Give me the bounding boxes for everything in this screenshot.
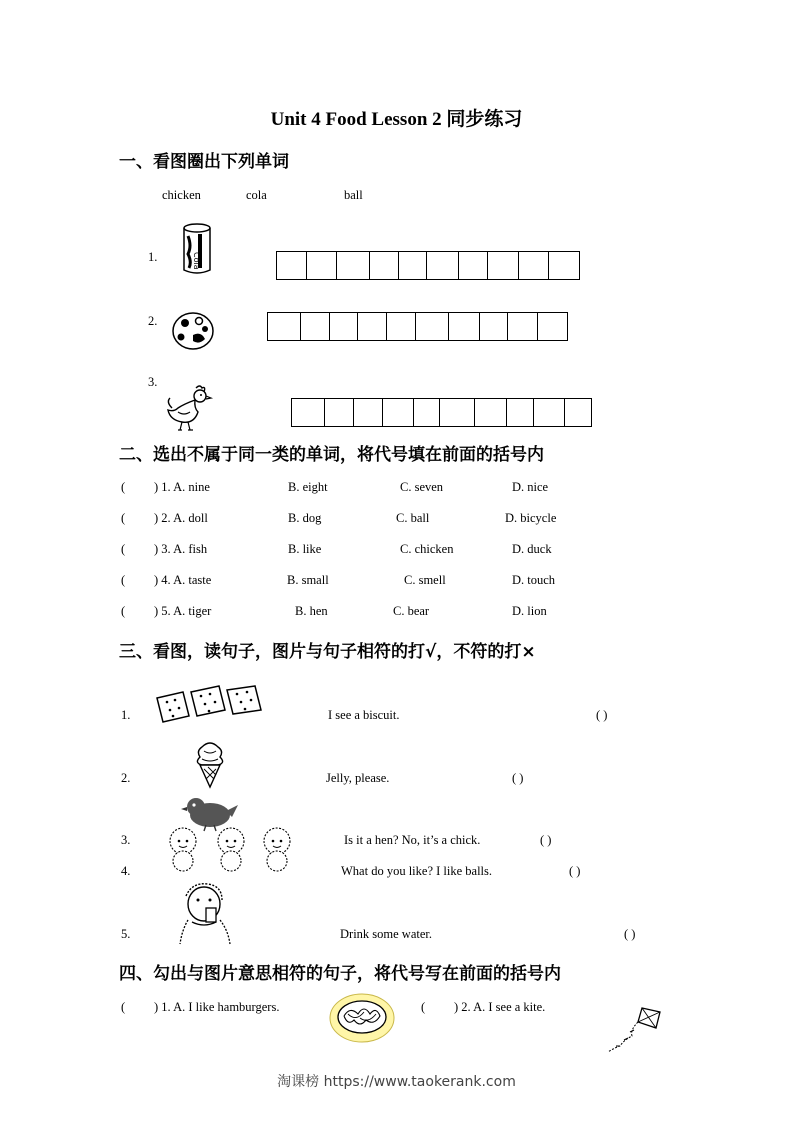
s2-q2-option-c: C. ball bbox=[396, 511, 430, 525]
s4-item2-bracket[interactable]: ( bbox=[421, 1000, 426, 1014]
s3-item5-answer-bracket[interactable]: ( ) bbox=[624, 927, 636, 941]
ball-icon bbox=[171, 311, 215, 351]
section1-heading: 一、看图圈出下列单词 bbox=[119, 152, 289, 172]
s3-item3-answer-bracket[interactable]: ( ) bbox=[540, 833, 552, 847]
s1-item2-num: 2. bbox=[148, 314, 158, 328]
s1-item1-letter-boxes[interactable] bbox=[276, 251, 580, 280]
dolls-icon bbox=[163, 827, 299, 873]
s2-q4-option-c: C. smell bbox=[404, 573, 446, 587]
svg-text:Cola: Cola bbox=[192, 252, 201, 270]
chicken-icon bbox=[164, 382, 214, 434]
s1-item1-num: 1. bbox=[148, 250, 158, 264]
s2-q4-option-b: B. small bbox=[287, 573, 329, 587]
s3-item5-sentence: Drink some water. bbox=[340, 927, 432, 941]
s1-item3-letter-boxes[interactable] bbox=[291, 398, 592, 427]
chick-icon bbox=[180, 795, 240, 831]
cola-can-icon bbox=[180, 222, 214, 276]
s2-q5-option-d: D. lion bbox=[512, 604, 547, 618]
word-ball: ball bbox=[344, 188, 363, 202]
section3-heading: 三、看图，读句子，图片与句子相符的打√，不符的打× bbox=[119, 642, 536, 662]
s2-q4-option-a: ) 4. A. taste bbox=[154, 573, 212, 587]
section4-heading: 四、勾出与图片意思相符的句子，将代号写在前面的括号内 bbox=[119, 964, 561, 984]
s2-q2-option-a: ) 2. A. doll bbox=[154, 511, 208, 525]
s1-item2-letter-boxes[interactable] bbox=[267, 312, 568, 341]
s2-bracket[interactable]: ( bbox=[121, 480, 126, 494]
s3-item4-sentence: What do you like? I like balls. bbox=[341, 864, 493, 878]
s2-bracket[interactable]: ( bbox=[121, 542, 126, 556]
boy-drinking-icon bbox=[168, 880, 240, 948]
s3-item4-answer-bracket[interactable]: ( ) bbox=[569, 864, 581, 878]
s2-q2-option-d: D. bicycle bbox=[505, 511, 557, 525]
noodles-plate-icon bbox=[328, 992, 396, 1044]
s1-item3-num: 3. bbox=[148, 375, 158, 389]
s4-item1-bracket[interactable]: ( bbox=[121, 1000, 126, 1014]
s2-q3-option-a: ) 3. A. fish bbox=[154, 542, 208, 556]
ice-cream-icon bbox=[192, 739, 228, 789]
s2-q1-option-d: D. nice bbox=[512, 480, 549, 494]
s3-item2-num: 2. bbox=[121, 771, 131, 785]
s3-item1-num: 1. bbox=[121, 708, 131, 722]
s3-item2-sentence: Jelly, please. bbox=[326, 771, 390, 785]
s2-bracket[interactable]: ( bbox=[121, 511, 126, 525]
s3-item5-num: 5. bbox=[121, 927, 131, 941]
watermark: 淘课榜 https://www.taokerank.com bbox=[277, 1074, 516, 1090]
s3-item1-sentence: I see a biscuit. bbox=[328, 708, 400, 722]
s3-item3-sentence: Is it a hen? No, it’s a chick. bbox=[344, 833, 481, 847]
s2-q5-option-b: B. hen bbox=[295, 604, 328, 618]
s2-bracket[interactable]: ( bbox=[121, 573, 126, 587]
s2-q4-option-d: D. touch bbox=[512, 573, 556, 587]
s2-q1-option-c: C. seven bbox=[400, 480, 444, 494]
s2-bracket[interactable]: ( bbox=[121, 604, 126, 618]
s4-item2-text: ) 2. A. I see a kite. bbox=[454, 1000, 546, 1014]
s2-q2-option-b: B. dog bbox=[288, 511, 322, 525]
page-title: Unit 4 Food Lesson 2 同步练习 bbox=[270, 109, 523, 130]
s3-item4-num: 4. bbox=[121, 864, 131, 878]
s2-q1-option-a: ) 1. A. nine bbox=[154, 480, 210, 494]
s3-item3-num: 3. bbox=[121, 833, 131, 847]
s2-q5-option-a: ) 5. A. tiger bbox=[154, 604, 212, 618]
s2-q3-option-b: B. like bbox=[288, 542, 322, 556]
s4-item1-text: ) 1. A. I like hamburgers. bbox=[154, 1000, 280, 1014]
section2-heading: 二、选出不属于同一类的单词，将代号填在前面的括号内 bbox=[119, 445, 544, 465]
word-cola: cola bbox=[246, 188, 267, 202]
word-chicken: chicken bbox=[162, 188, 201, 202]
s3-item1-answer-bracket[interactable]: ( ) bbox=[596, 708, 608, 722]
s2-q3-option-d: D. duck bbox=[512, 542, 552, 556]
s2-q1-option-b: B. eight bbox=[288, 480, 328, 494]
biscuits-icon bbox=[153, 684, 265, 728]
s2-q3-option-c: C. chicken bbox=[400, 542, 454, 556]
kite-icon bbox=[606, 1006, 662, 1054]
s2-q5-option-c: C. bear bbox=[393, 604, 430, 618]
s3-item2-answer-bracket[interactable]: ( ) bbox=[512, 771, 524, 785]
